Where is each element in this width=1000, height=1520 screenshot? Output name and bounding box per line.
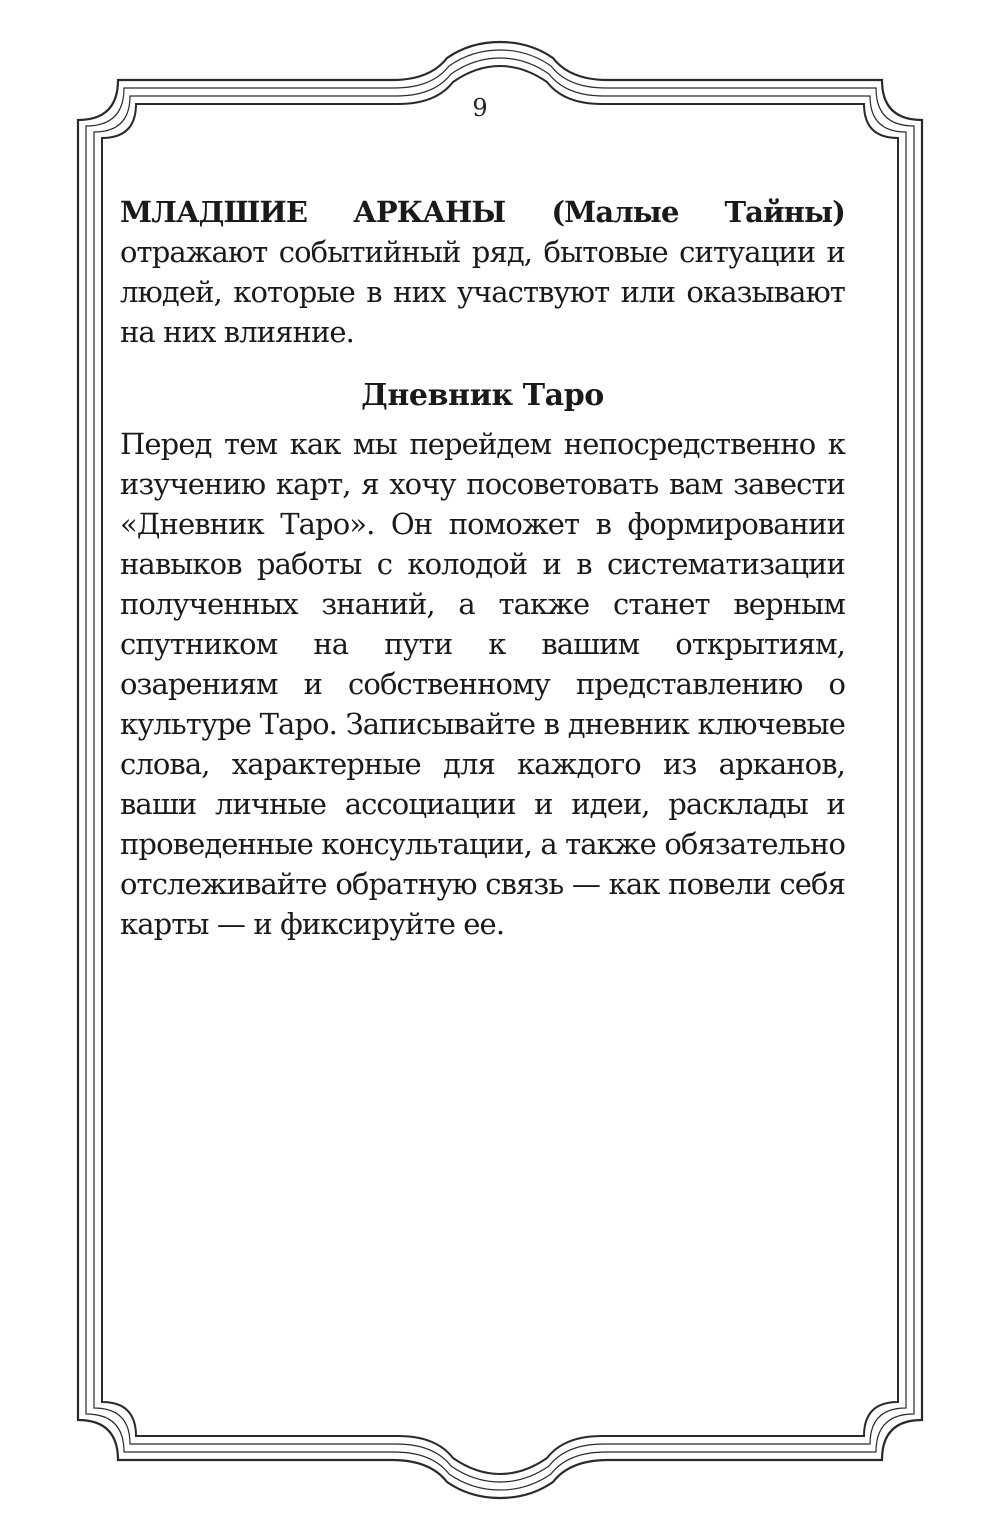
intro-text: отражают событийный ряд, бытовые ситуации и людей, которые в них участвуют или оказывают на них влияние.	[120, 235, 845, 349]
section-heading: Дневник Таро	[361, 378, 604, 413]
intro-bold-lead: МЛАДШИЕ АРКАНЫ (Малые Тайны)	[120, 195, 845, 229]
section-body-paragraph: Перед тем как мы перейдем непосредственно к изучению карт, я хочу посоветовать вам завести «Дневник Таро». Он поможет в формировании навыков работы с колодой и в систематизации полученных знаний, а также станет верным спутником на пути к вашим открытиям, озарениям и собственному представлению о культуре Таро. Записывайте в дневник ключевые слова, характерные для каждого из арканов, ваши личные ассоциации и идеи, расклады и проведенные консультации, а также обязательно отслеживайте обратную связь — как повели себя карты — и фиксируйте ее.	[120, 427, 845, 941]
page-content	[120, 192, 845, 944]
page-number: 9	[472, 94, 488, 122]
intro-paragraph	[120, 192, 845, 352]
